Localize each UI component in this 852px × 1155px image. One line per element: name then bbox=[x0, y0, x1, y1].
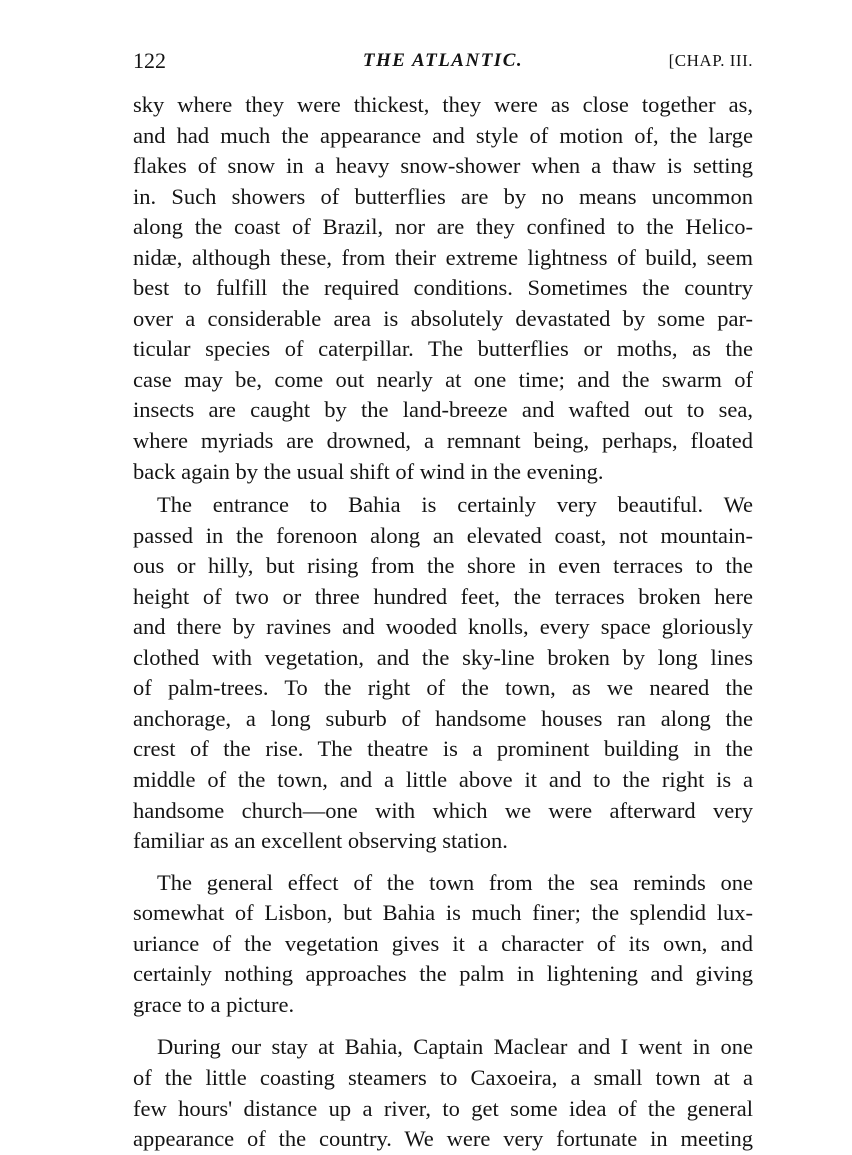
running-title: THE ATLANTIC. bbox=[362, 50, 524, 71]
paragraph-1 bbox=[133, 90, 753, 487]
paragraph-3 bbox=[133, 868, 753, 1021]
chapter-marker: [CHAP. III. bbox=[668, 51, 753, 70]
text-line: certainly nothing approaches the palm in lightening and giving bbox=[133, 961, 753, 987]
page-number: 122 bbox=[133, 48, 166, 73]
page-header bbox=[133, 48, 753, 78]
text-line: of the little coasting steamers to Caxoeira, a small town at a bbox=[133, 1064, 753, 1090]
text-line: along the coast of Brazil, nor are they confined to the Helico- bbox=[133, 214, 753, 240]
text-line: few hours' distance up a river, to get some idea of the general bbox=[133, 1095, 753, 1121]
text-line: case may be, come out nearly at one time; and the swarm of bbox=[133, 366, 753, 392]
text-line: The general effect of the town from the sea reminds one bbox=[157, 869, 753, 895]
text-line: somewhat of Lisbon, but Bahia is much finer; the splendid lux- bbox=[133, 900, 753, 926]
text-line: insects are caught by the land-breeze and wafted out to sea, bbox=[133, 397, 753, 423]
text-line: handsome church—one with which we were afterward very bbox=[133, 797, 753, 823]
text-line: best to fulfill the required conditions. Sometimes the country bbox=[133, 275, 753, 301]
text-line: anchorage, a long suburb of handsome houses ran along the bbox=[133, 705, 753, 731]
text-line: middle of the town, and a little above it and to the right is a bbox=[133, 767, 753, 793]
text-line: familiar as an excellent observing station. bbox=[133, 828, 508, 854]
text-line: passed in the forenoon along an elevated coast, not mountain- bbox=[133, 522, 753, 548]
text-line: over a considerable area is absolutely devastated by some par- bbox=[133, 305, 753, 331]
text-line: ous or hilly, but rising from the shore in even terraces to the bbox=[133, 553, 753, 579]
text-line: grace to a picture. bbox=[133, 991, 295, 1017]
paragraph-2 bbox=[133, 490, 753, 857]
text-line: back again by the usual shift of wind in the evening. bbox=[133, 458, 604, 484]
paragraph-4 bbox=[133, 1032, 753, 1154]
text-line: During our stay at Bahia, Captain Maclear and I went in one bbox=[157, 1034, 753, 1060]
text-line: sky where they were thickest, they were as close together as, bbox=[133, 92, 753, 117]
text-line: where myriads are drowned, a remnant being, perhaps, floated bbox=[133, 428, 753, 454]
text-line: The entrance to Bahia is certainly very beautiful. We bbox=[157, 492, 753, 518]
text-line: clothed with vegetation, and the sky-line broken by long lines bbox=[133, 644, 753, 670]
paragraph-gap bbox=[133, 857, 753, 868]
text-line: and had much the appearance and style of motion of, the large bbox=[133, 122, 753, 148]
text-line: height of two or three hundred feet, the terraces broken here bbox=[133, 583, 753, 609]
text-line: uriance of the vegetation gives it a character of its own, and bbox=[133, 930, 753, 956]
paragraph-gap bbox=[133, 1020, 753, 1032]
text-line: flakes of snow in a heavy snow-shower when a thaw is setting bbox=[133, 153, 753, 179]
text-line: appearance of the country. We were very fortunate in meeting bbox=[133, 1126, 753, 1152]
text-line: crest of the rise. The theatre is a prominent building in the bbox=[133, 736, 753, 762]
body-text bbox=[133, 90, 753, 1155]
text-line: in. Such showers of butterflies are by no means uncommon bbox=[133, 183, 753, 209]
text-line: nidæ, although these, from their extreme lightness of build, seem bbox=[133, 244, 753, 270]
text-line: of palm-trees. To the right of the town, as we neared the bbox=[133, 675, 753, 701]
text-line: ticular species of caterpillar. The butterflies or moths, as the bbox=[133, 336, 753, 362]
text-line: and there by ravines and wooded knolls, every space gloriously bbox=[133, 614, 753, 640]
